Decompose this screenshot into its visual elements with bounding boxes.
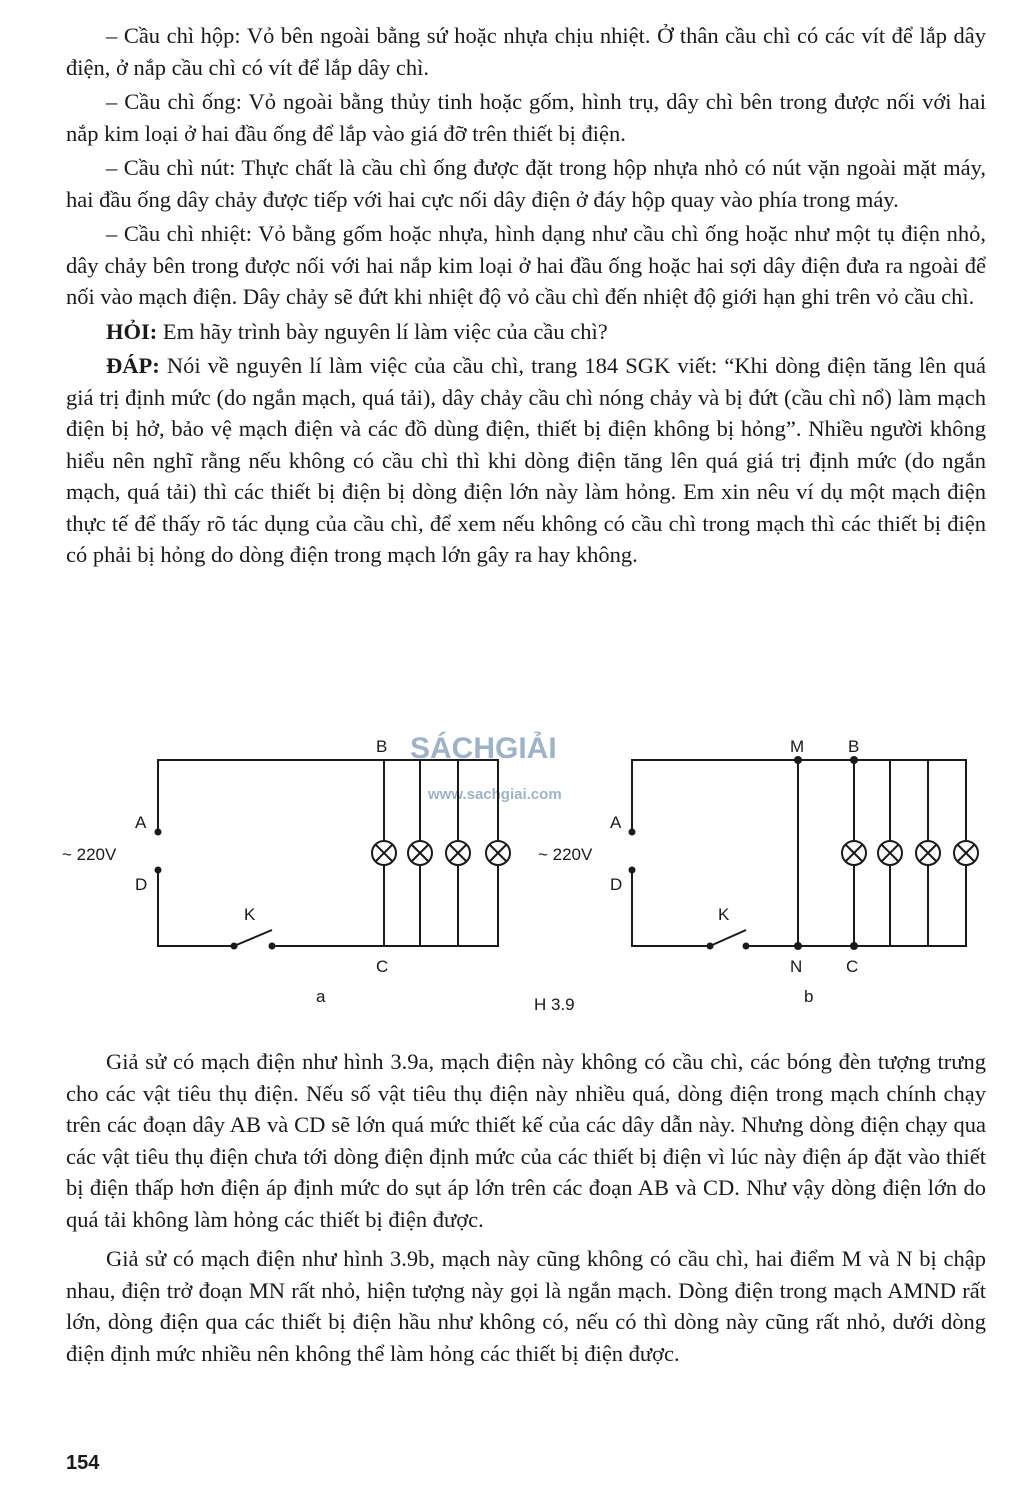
paragraph-fuse-box: – Cầu chì hộp: Vỏ bên ngoài bằng sứ hoặc nhựa chịu nhiệt. Ở thân cầu chì có các vít để lắp dây điện, ở nắp cầu chì có vít để lắp dây chì. bbox=[66, 23, 986, 80]
label-b-d: D bbox=[610, 875, 623, 894]
paragraph-fuse-tube: – Cầu chì ống: Vỏ ngoài bằng thủy tinh hoặc gốm, hình trụ, dây chì bên trong được nối với hai nắp kim loại ở hai đầu ống để lắp vào giá đỡ trên thiết bị điện. bbox=[66, 89, 986, 146]
lamp-b-3 bbox=[916, 841, 940, 865]
terminal-b-a bbox=[629, 829, 636, 836]
question-label: HỎI: bbox=[106, 318, 158, 344]
switch-b-pin-1 bbox=[707, 943, 714, 950]
paragraph-circuit-a: Giả sử có mạch điện như hình 3.9a, mạch điện này không có cầu chì, các bóng đèn tượng trưng cho các vật tiêu thụ điện. Nếu số vật tiêu thụ điện này nhiều quá, dòng điện trong mạch chính chạy trên các đoạn dây AB và CD sẽ lớn quá mức thiết kế của các dây dẫn này. Nhưng dòng điện chạy qua các vật tiêu thụ điện chưa tới dòng điện định mức của các thiết bị điện vì lúc này điện áp đặt vào thiết bị điện thấp hơn điện áp định mức do sụt áp lớn trên các đoạn AB và CD. Như vậy dòng điện lớn do quá tải không làm hỏng các thiết bị điện được. bbox=[66, 1049, 986, 1232]
label-a-c: C bbox=[376, 957, 389, 976]
lamp-b-2 bbox=[878, 841, 902, 865]
label-a-d: D bbox=[135, 875, 148, 894]
label-b-k: K bbox=[718, 905, 730, 924]
answer-label: ĐÁP: bbox=[106, 353, 160, 378]
label-b-c: C bbox=[846, 957, 859, 976]
label-a-k: K bbox=[244, 905, 256, 924]
label-circuit-b: b bbox=[804, 987, 814, 1006]
circuit-figure bbox=[40, 700, 1000, 1030]
answer-text: Nói về nguyên lí làm việc của cầu chì, trang 184 SGK viết: “Khi dòng điện tăng lên quá giá trị định mức (do ngắn mạch, quá tải), dây chảy cầu chì nóng chảy và bị đứt (cầu chì nổ) làm mạch điện bị hở, bảo vệ mạch điện và các đồ dùng điện, thiết bị điện không bị hỏng”. Nhiều người không hiểu nên nghĩ rằng nếu không có cầu chì thì khi dòng điện tăng lên quá giá trị định mức (do ngắn mạch, quá tải) thì các thiết bị điện bị dòng điện lớn này làm hỏng. Em xin nêu ví dụ một mạch điện thực tế để thấy rõ tác dụng của cầu chì, để xem nếu không có cầu chì trong mạch thì các thiết bị điện có phải bị hỏng do dòng điện trong mạch lớn gây ra hay không. bbox=[66, 353, 986, 567]
lamp-a-2 bbox=[408, 841, 432, 865]
node-b bbox=[850, 756, 858, 764]
lamp-b-1 bbox=[842, 841, 866, 865]
label-b-n: N bbox=[790, 957, 803, 976]
switch-k-a bbox=[234, 930, 272, 946]
terminal-b-d bbox=[629, 867, 636, 874]
terminal-a-a bbox=[155, 829, 162, 836]
circuit-a bbox=[158, 760, 510, 946]
bottom-text-block bbox=[66, 1046, 986, 1377]
lamp-a-4 bbox=[486, 841, 510, 865]
label-b-b: B bbox=[848, 737, 860, 756]
switch-k-b bbox=[710, 930, 746, 946]
circuit-b bbox=[632, 760, 978, 946]
circuit-diagram bbox=[40, 700, 1000, 1030]
node-m bbox=[794, 756, 802, 764]
paragraph-circuit-b: Giả sử có mạch điện như hình 3.9b, mạch này cũng không có cầu chì, hai điểm M và N bị chập nhau, điện trở đoạn MN rất nhỏ, hiện tượng này gọi là ngắn mạch. Dòng điện trong mạch AMND rất lớn, dòng điện qua các thiết bị điện hầu như không có, nếu có thì dòng này cũng rất nhỏ, dưới dòng điện định mức nhiều nên không thể làm hỏng các thiết bị điện được. bbox=[66, 1246, 986, 1366]
circuit-a-lower-wire bbox=[158, 870, 232, 946]
answer-paragraph bbox=[66, 350, 986, 571]
switch-a-pin-1 bbox=[231, 943, 238, 950]
top-text-block bbox=[66, 20, 986, 574]
lamp-a-3 bbox=[446, 841, 470, 865]
label-circuit-a: a bbox=[316, 987, 326, 1006]
question-text: Em hãy trình bày nguyên lí làm việc của cầu chì? bbox=[157, 318, 608, 344]
switch-a-pin-2 bbox=[269, 943, 276, 950]
lamp-a-1 bbox=[372, 841, 396, 865]
node-n bbox=[794, 942, 802, 950]
watermark-logo: SÁCHGIẢI bbox=[410, 732, 557, 765]
figure-caption: H 3.9 bbox=[534, 995, 575, 1014]
lamp-b-4 bbox=[954, 841, 978, 865]
paragraph-fuse-thermal: – Cầu chì nhiệt: Vỏ bằng gốm hoặc nhựa, hình dạng như cầu chì ống hoặc như một tụ điện nhỏ, dây chảy bên trong được nối với hai nắp kim loại ở hai đầu ống hoặc hai sợi dây điện đưa ra ngoài để nối vào mạch điện. Dây chảy sẽ đứt khi nhiệt độ vỏ cầu chì đến nhiệt độ giới hạn ghi trên vỏ cầu chì. bbox=[66, 221, 986, 309]
paragraph-fuse-button: – Cầu chì nút: Thực chất là cầu chì ống được đặt trong hộp nhựa nhỏ có nút vặn ngoài mặt máy, hai đầu ống dây chảy được tiếp với hai cực nối dây điện ở đáy hộp quay vào phía trong máy. bbox=[66, 155, 986, 212]
label-b-a: A bbox=[610, 813, 622, 832]
question-paragraph bbox=[66, 316, 986, 348]
label-a-a: A bbox=[135, 813, 147, 832]
label-b-m: M bbox=[790, 737, 805, 756]
label-b-source: ~ 220V bbox=[538, 845, 593, 864]
switch-b-pin-2 bbox=[743, 943, 750, 950]
terminal-a-d bbox=[155, 867, 162, 874]
node-c bbox=[850, 942, 858, 950]
watermark-url: www.sachgiai.com bbox=[428, 786, 562, 803]
page-number: 154 bbox=[66, 1452, 100, 1474]
label-a-b: B bbox=[376, 737, 388, 756]
label-a-source: ~ 220V bbox=[62, 845, 117, 864]
circuit-b-lower-wire bbox=[632, 870, 708, 946]
